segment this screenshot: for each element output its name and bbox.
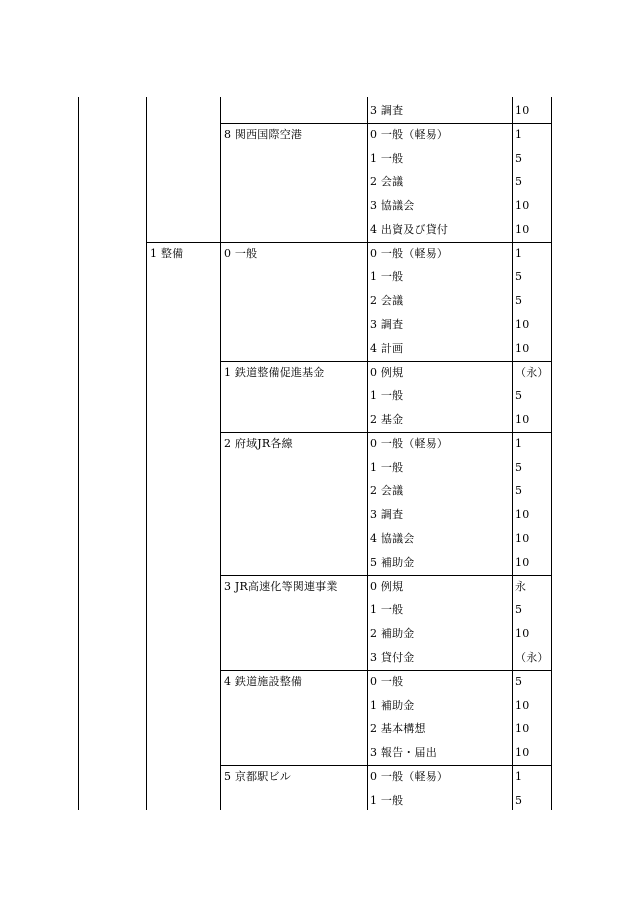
table-cell-c5: 10 bbox=[515, 722, 530, 736]
table-cell-c5: 10 bbox=[515, 104, 530, 117]
table-cell-c3: 8 関西国際空港 bbox=[224, 127, 303, 141]
table-cell-c5: 10 bbox=[515, 627, 530, 641]
table-cell-c4: 3 協議会 bbox=[370, 199, 415, 213]
table-cell-c5: 5 bbox=[515, 294, 523, 308]
table-cell-c3: 4 鉄道施設整備 bbox=[224, 674, 303, 688]
table-cell-c4: 1 一般 bbox=[370, 151, 404, 165]
group-separator bbox=[146, 242, 552, 243]
table-cell-c2: 1 整備 bbox=[150, 246, 184, 260]
table-cell-c4: 0 例規 bbox=[370, 365, 404, 379]
table-cell-c4: 4 協議会 bbox=[370, 532, 415, 546]
table-cell-c4: 0 一般（軽易） bbox=[370, 246, 449, 260]
table-cell-c5: （永） bbox=[515, 365, 549, 379]
table-cell-c5: 5 bbox=[515, 674, 523, 688]
table-cell-c4: 4 出資及び貸付 bbox=[370, 222, 449, 236]
table-cell-c4: 3 調査 bbox=[370, 104, 404, 117]
table-cell-c5: 1 bbox=[515, 769, 523, 783]
table-cell-c5: （永） bbox=[515, 650, 549, 664]
table-cell-c5: 10 bbox=[515, 532, 530, 546]
table-cell-c3: 3 JR高速化等関連事業 bbox=[224, 579, 338, 593]
table-cell-c4: 1 補助金 bbox=[370, 698, 415, 712]
table-cell-c5: 10 bbox=[515, 413, 530, 427]
table-cell-c3: 2 府域JR各線 bbox=[224, 436, 293, 450]
table-cell-c4: 2 会議 bbox=[370, 175, 404, 189]
table-cell-c3: 0 一般 bbox=[224, 246, 258, 260]
table-cell-c4: 3 報告・届出 bbox=[370, 746, 437, 760]
table-cell-c5: 5 bbox=[515, 603, 523, 617]
table-cell-c3: 5 京都駅ビル bbox=[224, 769, 291, 783]
table-cell-c4: 1 一般 bbox=[370, 603, 404, 617]
table-cell-c5: 5 bbox=[515, 460, 523, 474]
table-cell-c4: 1 一般 bbox=[370, 389, 404, 403]
subgroup-separator bbox=[220, 123, 552, 124]
table-cell-c4: 0 一般（軽易） bbox=[370, 769, 449, 783]
table-cell-c5: 5 bbox=[515, 484, 523, 498]
table-cell-c5: 10 bbox=[515, 199, 530, 213]
table-cell-c5: 10 bbox=[515, 222, 530, 236]
subgroup-separator bbox=[220, 361, 552, 362]
table-cell-c4: 2 基金 bbox=[370, 413, 404, 427]
table-cell-c4: 0 例規 bbox=[370, 579, 404, 593]
table-cell-c4: 3 貸付金 bbox=[370, 650, 415, 664]
column-rule-4 bbox=[512, 97, 513, 810]
table-cell-c3: 1 鉄道整備促進基金 bbox=[224, 365, 325, 379]
table-cell-c5: 1 bbox=[515, 127, 523, 141]
table-cell-c4: 1 一般 bbox=[370, 460, 404, 474]
table-cell-c4: 0 一般（軽易） bbox=[370, 436, 449, 450]
table-cell-c5: 5 bbox=[515, 151, 523, 165]
table-cell-c5: 10 bbox=[515, 341, 530, 355]
table-cell-c5: 1 bbox=[515, 436, 523, 450]
table-cell-c5: 5 bbox=[515, 175, 523, 189]
table-cell-c4: 0 一般 bbox=[370, 674, 404, 688]
table-cell-c5: 5 bbox=[515, 270, 523, 284]
table-cell-c5: 10 bbox=[515, 746, 530, 760]
table-cell-c5: 5 bbox=[515, 389, 523, 403]
table-cell-c4: 2 基本構想 bbox=[370, 722, 426, 736]
subgroup-separator bbox=[220, 765, 552, 766]
table-cell-c5: 永 bbox=[515, 579, 527, 593]
table-cell-c5: 10 bbox=[515, 508, 530, 522]
table-cell-c4: 0 一般（軽易） bbox=[370, 127, 449, 141]
table-cell-c5: 10 bbox=[515, 698, 530, 712]
table-cell-c5: 10 bbox=[515, 318, 530, 332]
column-rule-3 bbox=[367, 97, 368, 810]
table-cell-c4: 1 一般 bbox=[370, 793, 404, 807]
table-cell-c4: 4 計画 bbox=[370, 341, 404, 355]
column-rule-5 bbox=[551, 97, 552, 810]
table-cell-c5: 10 bbox=[515, 555, 530, 569]
table-cell-c4: 3 調査 bbox=[370, 508, 404, 522]
table-cell-c4: 2 補助金 bbox=[370, 627, 415, 641]
column-rule-1 bbox=[146, 97, 147, 810]
table-cell-c5: 1 bbox=[515, 246, 523, 260]
subgroup-separator bbox=[220, 432, 552, 433]
column-rule-0 bbox=[78, 97, 79, 810]
table-cell-c5: 5 bbox=[515, 793, 523, 807]
table-cell-c4: 5 補助金 bbox=[370, 555, 415, 569]
table-cell-c4: 2 会議 bbox=[370, 294, 404, 308]
table-cell-c4: 1 一般 bbox=[370, 270, 404, 284]
subgroup-separator bbox=[220, 670, 552, 671]
subgroup-separator bbox=[220, 575, 552, 576]
table-cell-c4: 3 調査 bbox=[370, 318, 404, 332]
table-cell-c4: 2 会議 bbox=[370, 484, 404, 498]
column-rule-2 bbox=[220, 97, 221, 810]
